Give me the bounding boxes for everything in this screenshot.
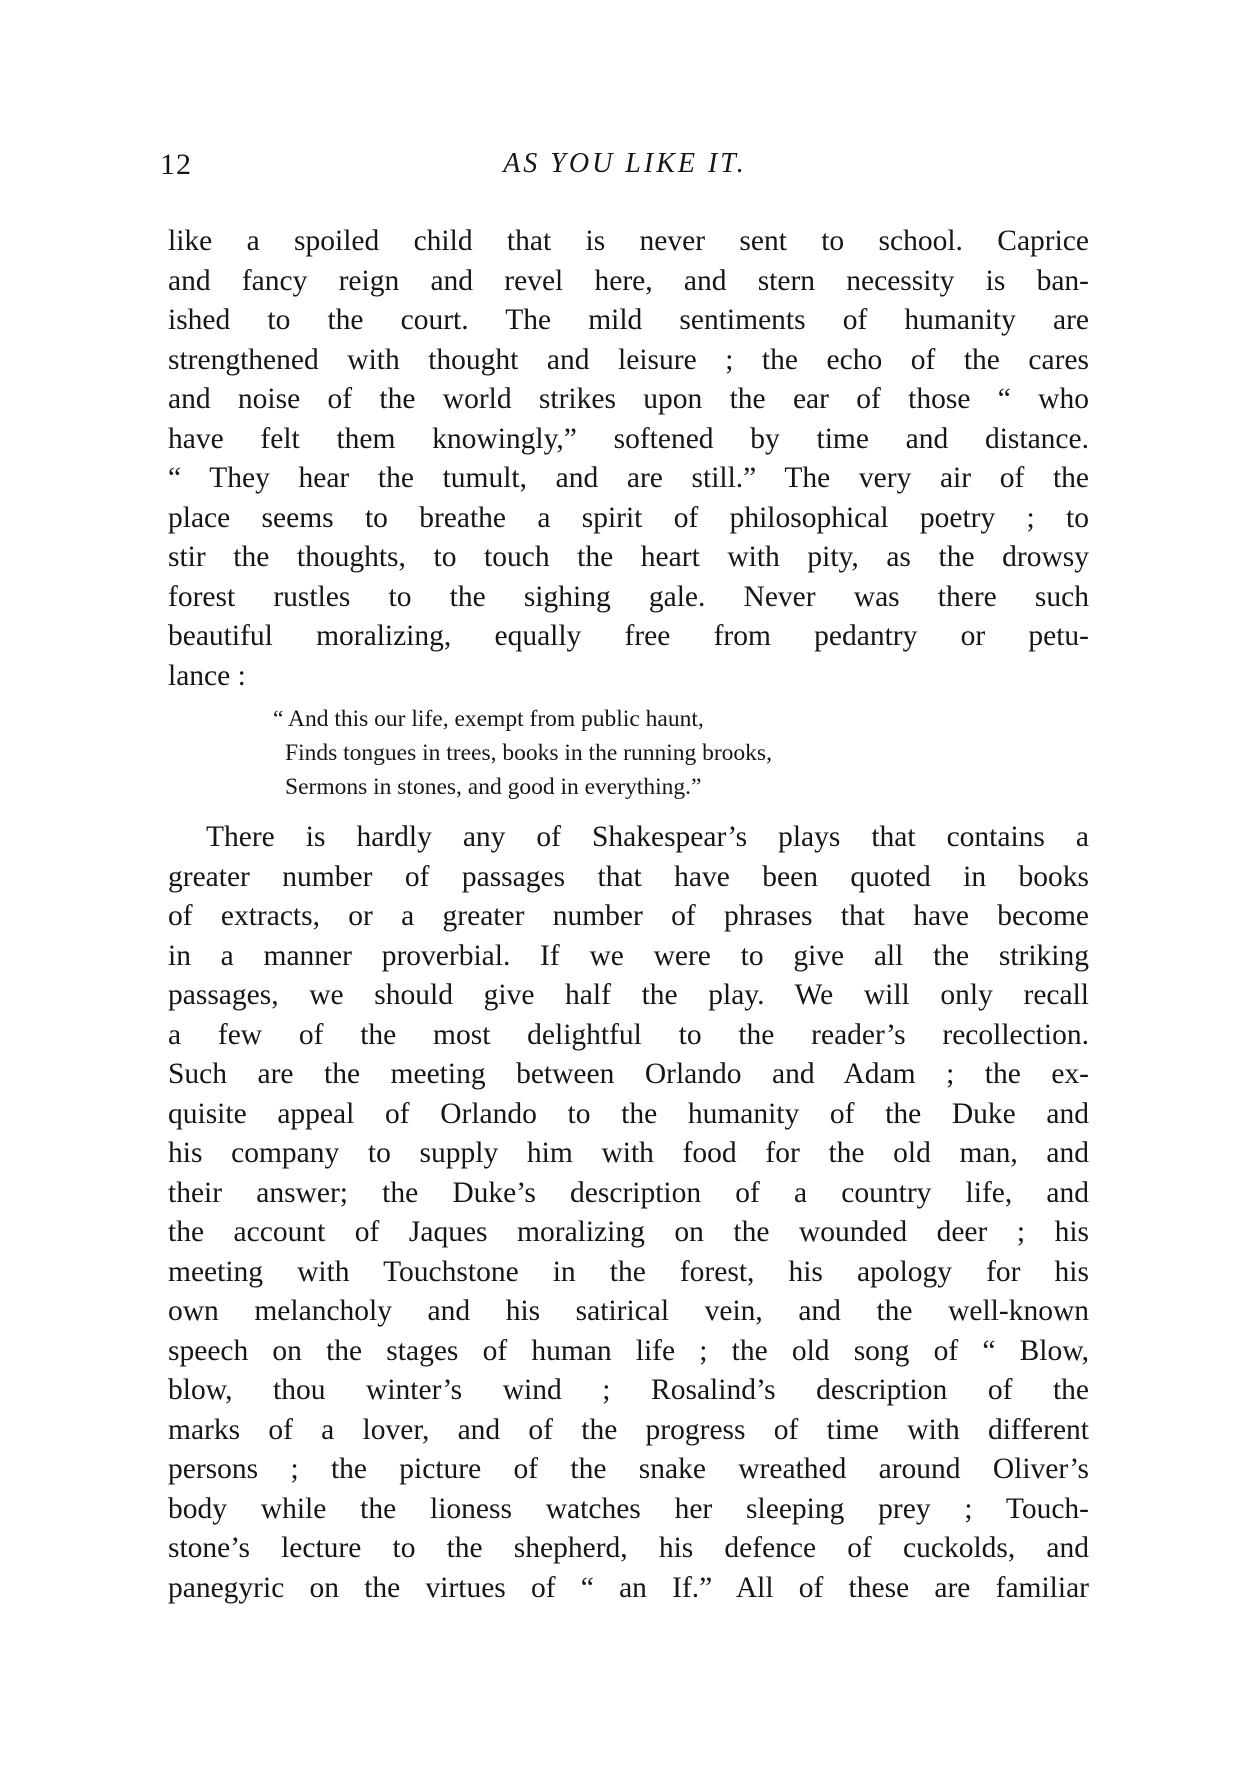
text-line: “ They hear the tumult, and are still.” The very air of the — [168, 462, 1089, 494]
text-line: Such are the meeting between Orlando and Adam ; the ex- — [168, 1058, 1089, 1090]
block-quote — [273, 702, 1089, 804]
text-line: stir the thoughts, to touch the heart with pity, as the drowsy — [168, 541, 1089, 573]
text-line: beautiful moralizing, equally free from pedantry or petu- — [168, 620, 1089, 652]
text-line: marks of a lover, and of the progress of time with different — [168, 1413, 1089, 1446]
text-line: and noise of the world strikes upon the ear of those “ who — [168, 383, 1089, 415]
running-head — [160, 148, 1090, 188]
quote-line: Finds tongues in trees, books in the running brooks, — [285, 740, 772, 766]
text-line: passages, we should give half the play. We will only recall — [168, 979, 1089, 1011]
quote-line: Sermons in stones, and good in everything.” — [285, 774, 702, 800]
text-line: greater number of passages that have been quoted in books — [168, 860, 1089, 893]
text-line: stone’s lecture to the shepherd, his defence of cuckolds, and — [168, 1532, 1089, 1564]
text-line: body while the lioness watches her sleeping prey ; Touch- — [168, 1492, 1089, 1525]
text-line: forest rustles to the sighing gale. Never was there such — [168, 580, 1089, 613]
text-line: strengthened with thought and leisure ; the echo of the cares — [168, 343, 1089, 376]
text-line: persons ; the picture of the snake wreathed around Oliver’s — [168, 1453, 1089, 1485]
page-number: 12 — [160, 148, 192, 181]
text-line: meeting with Touchstone in the forest, his apology for his — [168, 1255, 1089, 1288]
text-line: his company to supply him with food for the old man, and — [168, 1137, 1089, 1169]
text-line: like a spoiled child that is never sent to school. Caprice — [168, 225, 1089, 257]
text-line: a few of the most delightful to the reader’s recollection. — [168, 1018, 1089, 1051]
text-line: and fancy reign and revel here, and stern necessity is ban- — [168, 264, 1089, 297]
text-line: own melancholy and his satirical vein, and the well-known — [168, 1295, 1089, 1327]
paragraph-1 — [168, 222, 1089, 696]
running-title: AS YOU LIKE IT. — [503, 148, 747, 179]
paragraph-2 — [168, 818, 1089, 1608]
text-line: in a manner proverbial. If we were to give all the striking — [168, 939, 1089, 972]
text-line: have felt them knowingly,” softened by time and distance. — [168, 422, 1089, 455]
text-line: of extracts, or a greater number of phrases that have become — [168, 900, 1089, 932]
body-text — [168, 222, 1089, 1608]
text-line: place seems to breathe a spirit of philosophical poetry ; to — [168, 501, 1089, 534]
text-line: the account of Jaques moralizing on the wounded deer ; his — [168, 1216, 1089, 1248]
text-line: blow, thou winter’s wind ; Rosalind’s description of the — [168, 1374, 1089, 1406]
text-line: There is hardly any of Shakespear’s plays that contains a — [206, 821, 1089, 853]
text-line: lance : — [168, 659, 246, 692]
text-line: their answer; the Duke’s description of a country life, and — [168, 1176, 1089, 1209]
text-line: quisite appeal of Orlando to the humanity of the Duke and — [168, 1097, 1089, 1130]
quote-line: “ And this our life, exempt from public haunt, — [273, 706, 704, 732]
text-line: speech on the stages of human life ; the old song of “ Blow, — [168, 1334, 1089, 1367]
text-line: ished to the court. The mild sentiments of humanity are — [168, 304, 1089, 336]
text-line: panegyric on the virtues of “ an If.” All of these are familiar — [168, 1571, 1089, 1604]
